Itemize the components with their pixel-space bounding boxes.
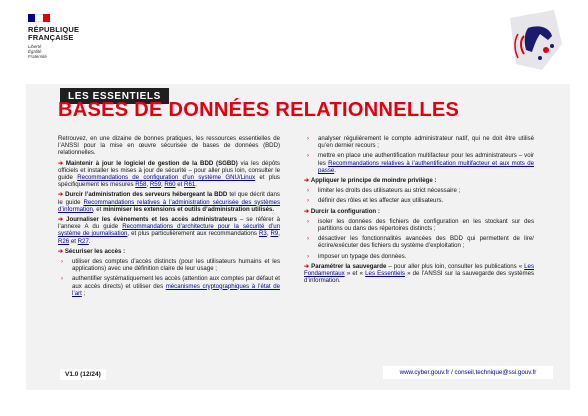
chevron-right-icon: › [307, 197, 310, 205]
chevron-right-icon: › [307, 235, 310, 243]
arrow-right-icon: ➔ [58, 191, 64, 199]
link-les-fondamentaux[interactable]: Les Fondamentaux [304, 262, 534, 278]
left-column [58, 135, 280, 300]
arrow-right-icon: ➔ [304, 177, 310, 185]
link-r61[interactable]: R61 [184, 181, 196, 189]
chevron-right-icon: › [61, 258, 64, 266]
practice-durcir-config: ➔ Durcir la configuration : [304, 207, 380, 215]
chevron-right-icon: › [307, 252, 310, 260]
link-r9[interactable]: R9 [270, 230, 279, 238]
link-guide-gnulinux[interactable]: Recommandations de configuration d’un système GNU/Linux [77, 174, 256, 182]
chevron-right-icon: › [307, 135, 310, 142]
practice-moindre-privilege: ➔ Appliquer le principe de moindre privilège : [304, 177, 437, 185]
list-item: › imposer un typage des données. [307, 252, 407, 260]
arrow-right-icon: ➔ [58, 247, 64, 255]
list-item: › mettre en place une authentification multifacteur pour les administrateurs – voir les Recommandations relatives à l’authentification multifacteur et aux mots de passe. [307, 152, 534, 174]
contact-links[interactable]: www.cyber.gouv.fr / conseil.technique@ssi.gouv.fr [383, 366, 553, 379]
list-item: › désactiver les fonctionnalités avancées des BDD qui permettent de lire/écrire/exécuter des fichiers du système d’exploitation ; [307, 235, 534, 250]
arrow-right-icon: ➔ [58, 216, 64, 224]
list-item: › analyser régulièrement le compte administrateur natif, qui ne doit être utilisé qu’en dernier recours ; [307, 135, 534, 150]
page-title: BASES DE DONNÉES RELATIONNELLES [58, 99, 460, 121]
practice-durcir-admin: ➔ Durcir l’administration des serveurs hébergeant la BDD tel que décrit dans le guide Recommandations relatives à l’administration sécurisée des systèmes d’information, et minimiser les extensions et outils d’administration utilisés. [58, 191, 280, 213]
devise: Liberté Égalité Fraternité [28, 44, 47, 59]
link-guide-administration[interactable]: Recommandations relatives à l’administration sécurisée des systèmes d’information [58, 198, 280, 213]
republique-francaise-logo-text: RÉPUBLIQUE FRANÇAISE [28, 25, 80, 42]
right-column [304, 135, 534, 287]
practice-journaliser: ➔ Journaliser les évènements et les accès administrateurs – se référer à l’annexe A du guide Recommandations d’architecture pour la sécurité d’un système de journalisation, et plus particulièrement aux recommandations R3, R9, R26 et R27. [58, 216, 280, 245]
practice-maintenir: ➔ Maintenir à jour le logiciel de gestion de la BDD (SGBD) via les dépôts officiels et installer les mises à jour de sécurité – pour aller plus loin, consulter le guide Recommandations de configuration d’un système GNU/Linux et plus spécifiquement les mesures R58, R59, R60 et R61. [58, 159, 280, 189]
link-guide-journalisation[interactable]: Recommandations d’architecture pour la sécurité d’un système de journalisation [58, 223, 280, 238]
arrow-right-icon: ➔ [304, 262, 310, 270]
chevron-right-icon: › [307, 152, 310, 160]
version-badge: V1.0 (12/24) [60, 369, 106, 380]
link-r58[interactable]: R58 [135, 181, 147, 189]
link-r3[interactable]: R3 [259, 230, 267, 238]
link-les-essentiels[interactable]: Les Essentiels [365, 270, 405, 278]
chevron-right-icon: › [307, 217, 310, 225]
list-item: › définir des rôles et les affecter aux utilisateurs. [307, 197, 444, 205]
link-r26[interactable]: R26 [58, 237, 70, 245]
marianne-flag-icon [28, 14, 50, 22]
link-mecanismes-crypto[interactable]: mécanismes cryptographiques à l’état de l’art [72, 282, 280, 297]
list-item: › authentifier systématiquement les accès (attention aux comptes par défaut et aux accès directs) et utiliser des mécanismes cryptographiques à l’état de l’art ; [61, 275, 280, 297]
link-r59[interactable]: R59 [149, 181, 161, 189]
arrow-right-icon: ➔ [304, 207, 310, 215]
section-tag: LES ESSENTIELS [60, 88, 169, 104]
intro-paragraph: Retrouvez, en une dizaine de bonnes pratiques, les ressources essentielles de l’ANSSI pour la mise en œuvre sécurisée de bases de données (BDD) relationnelles. [58, 135, 280, 157]
practice-securiser-acces: ➔ Sécuriser les accès : [58, 247, 126, 255]
link-guide-mfa[interactable]: Recommandations relatives à l’authentification multifacteur et aux mots de passe [318, 159, 534, 174]
link-r60[interactable]: R60 [164, 181, 176, 189]
arrow-right-icon: ➔ [58, 159, 64, 167]
list-item: › utiliser des comptes d’accès distincts (pour les utilisateurs humains et les applications) avec une définition claire de leur usage ; [61, 258, 280, 273]
link-r27[interactable]: R27 [77, 237, 89, 245]
practice-sauvegarde: ➔ Paramétrer la sauvegarde – pour aller plus loin, consulter les publications « Les Fondamentaux » et « Les Essentiels » de l’ANSSI sur la sauvegarde des systèmes d’information. [304, 262, 534, 285]
anssi-shield-logo-icon [502, 6, 570, 74]
chevron-right-icon: › [61, 275, 64, 283]
list-item: › isoler les données des fichiers de configuration en les stockant sur des partitions ou dans des répertoires distincts ; [307, 217, 534, 233]
list-item: › limiter les droits des utilisateurs au strict nécessaire ; [307, 187, 461, 195]
chevron-right-icon: › [307, 187, 310, 195]
